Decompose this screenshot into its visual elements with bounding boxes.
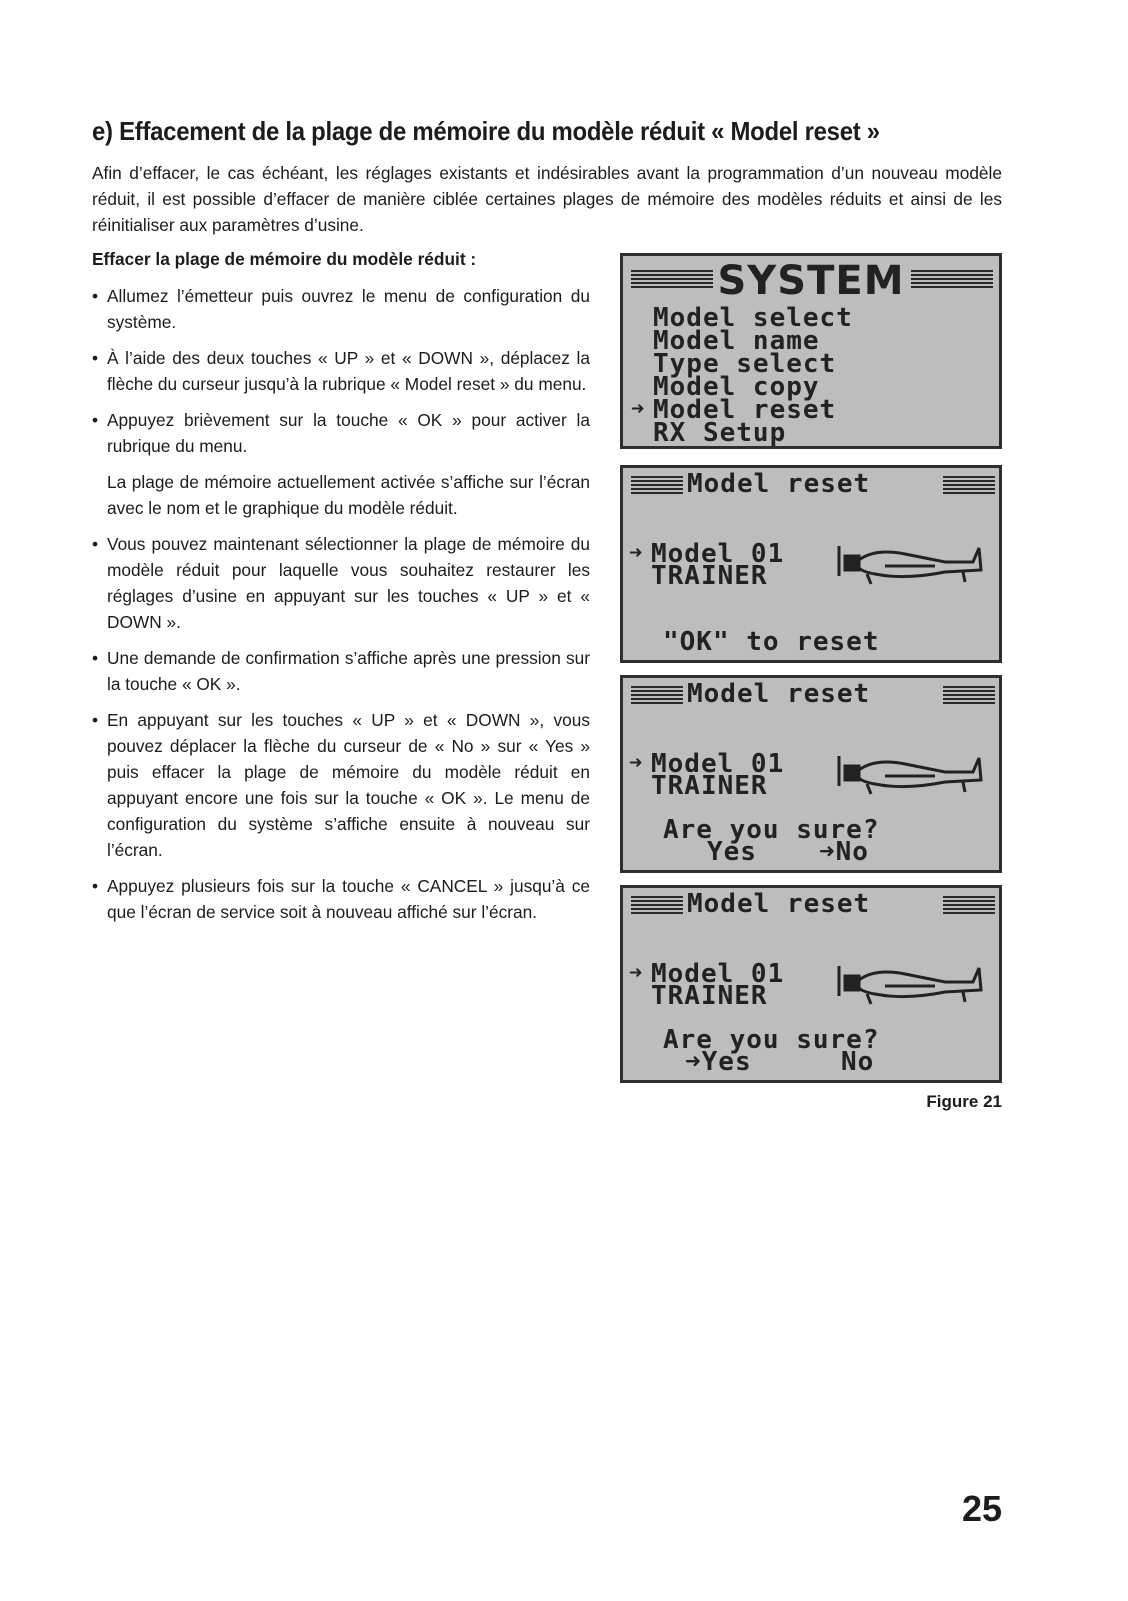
- model-name-label: TRAINER: [651, 771, 768, 801]
- page-title: e) Effacement de la plage de mémoire du modèle réduit « Model reset »: [92, 116, 880, 146]
- instruction-item: [92, 707, 590, 863]
- model-slot-label: Model 01: [651, 539, 785, 569]
- instruction-text: Vous pouvez maintenant sélectionner la plage de mémoire du modèle réduit pour laquelle vous souhaitez restaurer les réglages d’usine en appuyant sur les touches « UP » et « DOWN ».: [107, 534, 590, 632]
- lcd-screen-confirm-yes: [620, 885, 1002, 1083]
- title-bar-right: [943, 896, 995, 914]
- title-bar-left: [631, 896, 683, 914]
- instruction-item: [92, 407, 590, 521]
- bullet-icon: •: [92, 710, 99, 730]
- airplane-icon: [835, 540, 985, 586]
- reset-screen-title: Model reset: [687, 469, 871, 499]
- title-bar-right: [943, 686, 995, 704]
- confirm-question: Are you sure?: [663, 1025, 880, 1055]
- reset-screen-title: Model reset: [687, 889, 871, 919]
- lcd-screen-system: [620, 253, 1002, 449]
- instruction-text: Une demande de confirmation s’affiche après une pression sur la touche « OK ».: [107, 648, 590, 694]
- instruction-item: [92, 283, 590, 335]
- model-name-label: TRAINER: [651, 981, 768, 1011]
- figure-caption: Figure 21: [926, 1092, 1002, 1111]
- menu-item-model-name: Model name: [653, 326, 820, 356]
- model-slot-label: Model 01: [651, 959, 785, 989]
- cursor-arrow-icon: ➜: [629, 961, 644, 986]
- airplane-icon: [835, 960, 985, 1006]
- instructions-column: [92, 246, 590, 935]
- instruction-item: [92, 645, 590, 697]
- instruction-note: La plage de mémoire actuellement activée s’affiche sur l’écran avec le nom et le graphique du modèle réduit.: [107, 472, 590, 518]
- cursor-arrow-icon: ➜: [629, 751, 644, 776]
- bullet-icon: •: [92, 648, 99, 668]
- title-bar-left: [631, 686, 683, 704]
- menu-item-rx-setup: RX Setup: [653, 418, 787, 448]
- menu-item-model-select: Model select: [653, 303, 853, 333]
- title-bar-left: [631, 476, 683, 494]
- instruction-text: Appuyez brièvement sur la touche « OK » pour activer la rubrique du menu.: [107, 410, 590, 456]
- instruction-text: Appuyez plusieurs fois sur la touche « CANCEL » jusqu’à ce que l’écran de service soit à nouveau affiché sur l’écran.: [107, 876, 590, 922]
- instruction-item: [92, 531, 590, 635]
- instruction-text: Allumez l’émetteur puis ouvrez le menu de configuration du système.: [107, 286, 590, 332]
- intro-paragraph: Afin d’effacer, le cas échéant, les réglages existants et indésirables avant la programmation d’un nouveau modèle réduit, il est possible d’effacer de manière ciblée certaines plages de mémoire des modèles réduits et ainsi de les réinitialiser aux paramètres d’usine.: [92, 163, 1002, 235]
- option-no-selected: ➜No: [819, 837, 869, 867]
- bullet-icon: •: [92, 534, 99, 554]
- bullet-icon: •: [92, 348, 99, 368]
- system-screen-title: SYSTEM: [717, 258, 905, 304]
- confirm-question: Are you sure?: [663, 815, 880, 845]
- title-bar-right: [943, 476, 995, 494]
- menu-item-type-select: Type select: [653, 349, 837, 379]
- bullet-icon: •: [92, 410, 99, 430]
- option-no: No: [841, 1047, 875, 1077]
- cursor-arrow-icon: ➜: [629, 541, 644, 566]
- instruction-item: [92, 873, 590, 925]
- page-number: 25: [961, 1488, 1002, 1529]
- cursor-arrow-icon: ➜: [631, 397, 646, 422]
- model-slot-label: Model 01: [651, 749, 785, 779]
- lcd-screen-confirm-no: [620, 675, 1002, 873]
- instruction-text: À l’aide des deux touches « UP » et « DOWN », déplacez la flèche du curseur jusqu’à la rubrique « Model reset » du menu.: [107, 348, 590, 394]
- menu-item-model-reset: Model reset: [653, 395, 837, 425]
- model-name-label: TRAINER: [651, 561, 768, 591]
- instructions-subheading: Effacer la plage de mémoire du modèle réduit :: [92, 249, 477, 269]
- airplane-icon: [835, 750, 985, 796]
- instruction-item: [92, 345, 590, 397]
- bullet-icon: •: [92, 876, 99, 896]
- lcd-screen-reset-prompt: [620, 465, 1002, 663]
- option-yes-selected: ➜Yes: [685, 1047, 752, 1077]
- bullet-icon: •: [92, 286, 99, 306]
- instruction-text: En appuyant sur les touches « UP » et « DOWN », vous pouvez déplacer la flèche du curseur de « No » sur « Yes » puis effacer la plage de mémoire du modèle réduit en appuyant encore une fois sur la touche « OK ». Le menu de configuration du système s’affiche ensuite à nouveau sur l’écran.: [107, 710, 590, 860]
- instruction-list: [92, 283, 590, 925]
- menu-item-model-copy: Model copy: [653, 372, 820, 402]
- option-yes: Yes: [707, 837, 757, 867]
- reset-screen-title: Model reset: [687, 679, 871, 709]
- ok-to-reset-prompt: "OK" to reset: [663, 627, 880, 657]
